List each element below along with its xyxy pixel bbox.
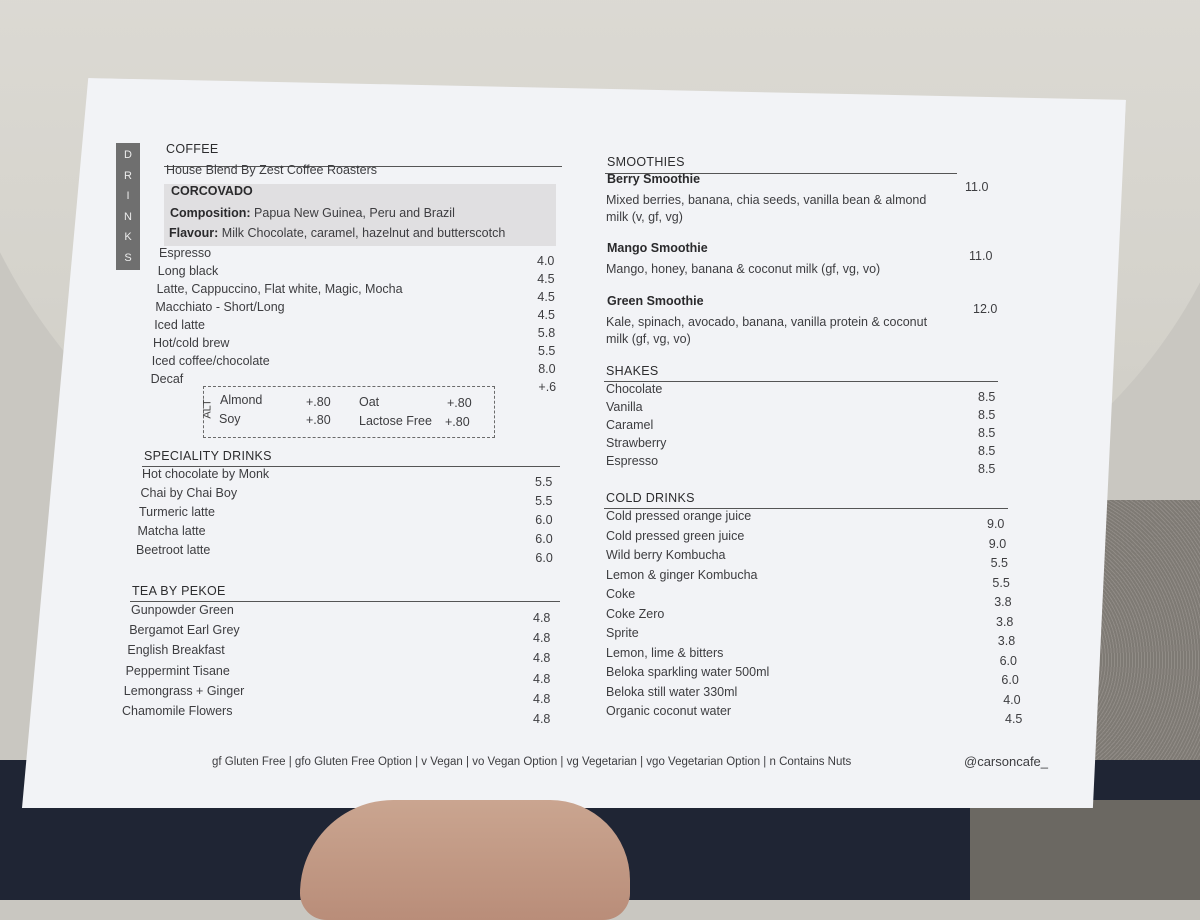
coffee-item-price: 4.5 bbox=[537, 308, 555, 322]
side-label-letter: I bbox=[126, 190, 130, 203]
flavour-value: Milk Chocolate, caramel, hazelnut and butterscotch bbox=[221, 226, 506, 240]
cold-item-price: 6.0 bbox=[1001, 673, 1019, 687]
alt-option-name: Almond bbox=[220, 393, 263, 407]
composition-value: Papua New Guinea, Peru and Brazil bbox=[254, 206, 455, 220]
shakes-rule bbox=[604, 381, 998, 382]
speciality-item-price: 6.0 bbox=[535, 532, 553, 546]
coffee-item-name: Iced coffee/chocolate bbox=[151, 354, 270, 368]
speciality-item-name: Chai by Chai Boy bbox=[140, 486, 238, 500]
shake-item-price: 8.5 bbox=[978, 408, 996, 422]
alt-tag: ALT bbox=[201, 399, 214, 419]
cold-item-name: Lemon & ginger Kombucha bbox=[606, 567, 758, 582]
alt-option-name: Lactose Free bbox=[359, 414, 432, 428]
coffee-item-price: 4.5 bbox=[537, 290, 555, 304]
shake-item-price: 8.5 bbox=[978, 462, 996, 476]
coffee-item-name: Espresso bbox=[159, 246, 212, 260]
tea-rule bbox=[130, 601, 560, 602]
tea-item-name: Peppermint Tisane bbox=[125, 663, 230, 678]
cold-item-price: 3.8 bbox=[997, 634, 1016, 648]
shake-item-name: Espresso bbox=[606, 454, 659, 468]
tea-item-price: 4.8 bbox=[533, 712, 551, 726]
tea-item-price: 4.8 bbox=[533, 651, 551, 666]
cold-item-price: 5.5 bbox=[990, 556, 1008, 570]
tea-item-price: 4.8 bbox=[533, 671, 551, 686]
shake-item-name: Chocolate bbox=[606, 382, 663, 396]
bean-flavour bbox=[169, 226, 505, 240]
coffee-item-price: 4.5 bbox=[537, 272, 555, 286]
coffee-item-name: Decaf bbox=[150, 372, 184, 386]
cold-item-price: 4.5 bbox=[1005, 712, 1023, 726]
speciality-item-price: 6.0 bbox=[535, 513, 553, 527]
coffee-item-price: 5.8 bbox=[537, 326, 556, 340]
cold-item-name: Cold pressed green juice bbox=[606, 528, 745, 543]
dietary-legend: gf Gluten Free | gfo Gluten Free Option | v Vegan | vo Vegan Option | vg Vegetarian | vgo Vegetarian Option | n Contains Nuts bbox=[212, 756, 852, 768]
alt-option-price: +.80 bbox=[447, 396, 472, 410]
cold-item-name: Beloka still water 330ml bbox=[606, 684, 738, 699]
cold-item-price: 9.0 bbox=[988, 536, 1007, 551]
coffee-item-price: +.6 bbox=[538, 380, 557, 394]
cold-item-name: Lemon, lime & bitters bbox=[606, 645, 724, 660]
smoothie-description: milk (v, gf, vg) bbox=[606, 210, 683, 224]
tea-item-name: Chamomile Flowers bbox=[122, 704, 233, 718]
cold-item-name: Wild berry Kombucha bbox=[606, 548, 726, 562]
cold-item-name: Cold pressed orange juice bbox=[606, 509, 752, 523]
side-label-letter: N bbox=[124, 210, 132, 223]
composition-label: Composition: bbox=[170, 206, 251, 220]
speciality-item-name: Hot chocolate by Monk bbox=[142, 467, 270, 481]
smoothies-title: SMOOTHIES bbox=[607, 155, 685, 169]
cold-item-price: 6.0 bbox=[999, 653, 1017, 668]
tea-item-price: 4.8 bbox=[533, 691, 551, 706]
side-label-letter: K bbox=[124, 231, 132, 244]
hand bbox=[300, 800, 630, 920]
cold-item-name: Organic coconut water bbox=[606, 704, 732, 718]
coffee-item-price: 4.0 bbox=[537, 254, 555, 268]
shakes-title: SHAKES bbox=[606, 364, 659, 378]
side-label-letter: R bbox=[124, 169, 132, 182]
shake-item-name: Strawberry bbox=[606, 436, 667, 450]
smoothie-price: 11.0 bbox=[969, 249, 993, 263]
cold-title: COLD DRINKS bbox=[606, 491, 695, 505]
cold-item-price: 3.8 bbox=[994, 595, 1012, 609]
tea-item-name: Gunpowder Green bbox=[131, 603, 234, 617]
speciality-item-name: Beetroot latte bbox=[136, 543, 211, 557]
speciality-item-name: Matcha latte bbox=[137, 524, 206, 538]
social-handle: @carsoncafe_ bbox=[964, 754, 1049, 769]
coffee-title: COFFEE bbox=[166, 142, 219, 156]
flavour-label: Flavour: bbox=[169, 226, 219, 240]
smoothie-price: 11.0 bbox=[965, 180, 989, 194]
coffee-item-price: 8.0 bbox=[538, 362, 556, 376]
alt-option-name: Oat bbox=[359, 395, 380, 409]
smoothie-description: milk (gf, vg, vo) bbox=[606, 332, 691, 346]
smoothie-price: 12.0 bbox=[973, 302, 998, 316]
tea-item-price: 4.8 bbox=[533, 631, 551, 646]
smoothie-description: Kale, spinach, avocado, banana, vanilla protein & coconut bbox=[606, 315, 928, 329]
cold-item-name: Beloka sparkling water 500ml bbox=[606, 665, 770, 679]
tea-item-name: Bergamot Earl Grey bbox=[129, 623, 240, 638]
tea-item-price: 4.8 bbox=[533, 611, 551, 625]
speciality-item-name: Turmeric latte bbox=[139, 505, 215, 519]
cold-item-name: Coke bbox=[606, 587, 636, 601]
drinks-side-label bbox=[116, 143, 140, 270]
alt-option-price: +.80 bbox=[306, 395, 331, 409]
smoothie-name: Mango Smoothie bbox=[607, 241, 708, 255]
speciality-item-price: 5.5 bbox=[535, 475, 553, 489]
speciality-item-price: 5.5 bbox=[535, 494, 553, 508]
bean-composition bbox=[170, 206, 455, 220]
speciality-item-price: 6.0 bbox=[535, 551, 553, 565]
alt-option-name: Soy bbox=[219, 412, 241, 426]
side-label-letter: S bbox=[124, 251, 132, 264]
shake-item-price: 8.5 bbox=[978, 444, 996, 458]
smoothie-name: Green Smoothie bbox=[607, 294, 704, 308]
shake-item-name: Vanilla bbox=[606, 400, 643, 414]
alt-option-price: +.80 bbox=[445, 415, 470, 429]
coffee-item-name: Hot/cold brew bbox=[153, 336, 230, 350]
smoothie-description: Mixed berries, banana, chia seeds, vanilla bean & almond bbox=[606, 193, 927, 207]
shake-item-name: Caramel bbox=[606, 418, 654, 432]
alt-option-price: +.80 bbox=[306, 413, 331, 427]
side-label-letter: D bbox=[124, 149, 132, 162]
tea-item-name: Lemongrass + Ginger bbox=[123, 683, 245, 698]
coffee-item-name: Latte, Cappuccino, Flat white, Magic, Mocha bbox=[156, 282, 403, 296]
coffee-subtitle: House Blend By Zest Coffee Roasters bbox=[166, 163, 377, 177]
shake-item-price: 8.5 bbox=[978, 426, 996, 440]
tea-title: TEA BY PEKOE bbox=[132, 584, 226, 598]
cold-item-price: 5.5 bbox=[992, 575, 1010, 590]
cold-item-name: Coke Zero bbox=[606, 606, 665, 621]
cold-item-price: 3.8 bbox=[996, 614, 1014, 629]
cold-item-name: Sprite bbox=[606, 626, 639, 640]
coffee-item-name: Long black bbox=[157, 264, 219, 278]
smoothie-name: Berry Smoothie bbox=[607, 172, 701, 186]
coffee-item-name: Macchiato - Short/Long bbox=[155, 300, 285, 314]
tea-item-name: English Breakfast bbox=[127, 643, 225, 658]
shake-item-price: 8.5 bbox=[978, 390, 996, 404]
cold-item-price: 9.0 bbox=[987, 517, 1005, 531]
coffee-item-name: Iced latte bbox=[154, 318, 205, 332]
bean-name: CORCOVADO bbox=[171, 184, 253, 198]
speciality-title: SPECIALITY DRINKS bbox=[144, 449, 272, 463]
coffee-item-price: 5.5 bbox=[538, 344, 556, 358]
smoothie-description: Mango, honey, banana & coconut milk (gf, vg, vo) bbox=[606, 262, 881, 276]
cold-item-price: 4.0 bbox=[1003, 692, 1021, 707]
